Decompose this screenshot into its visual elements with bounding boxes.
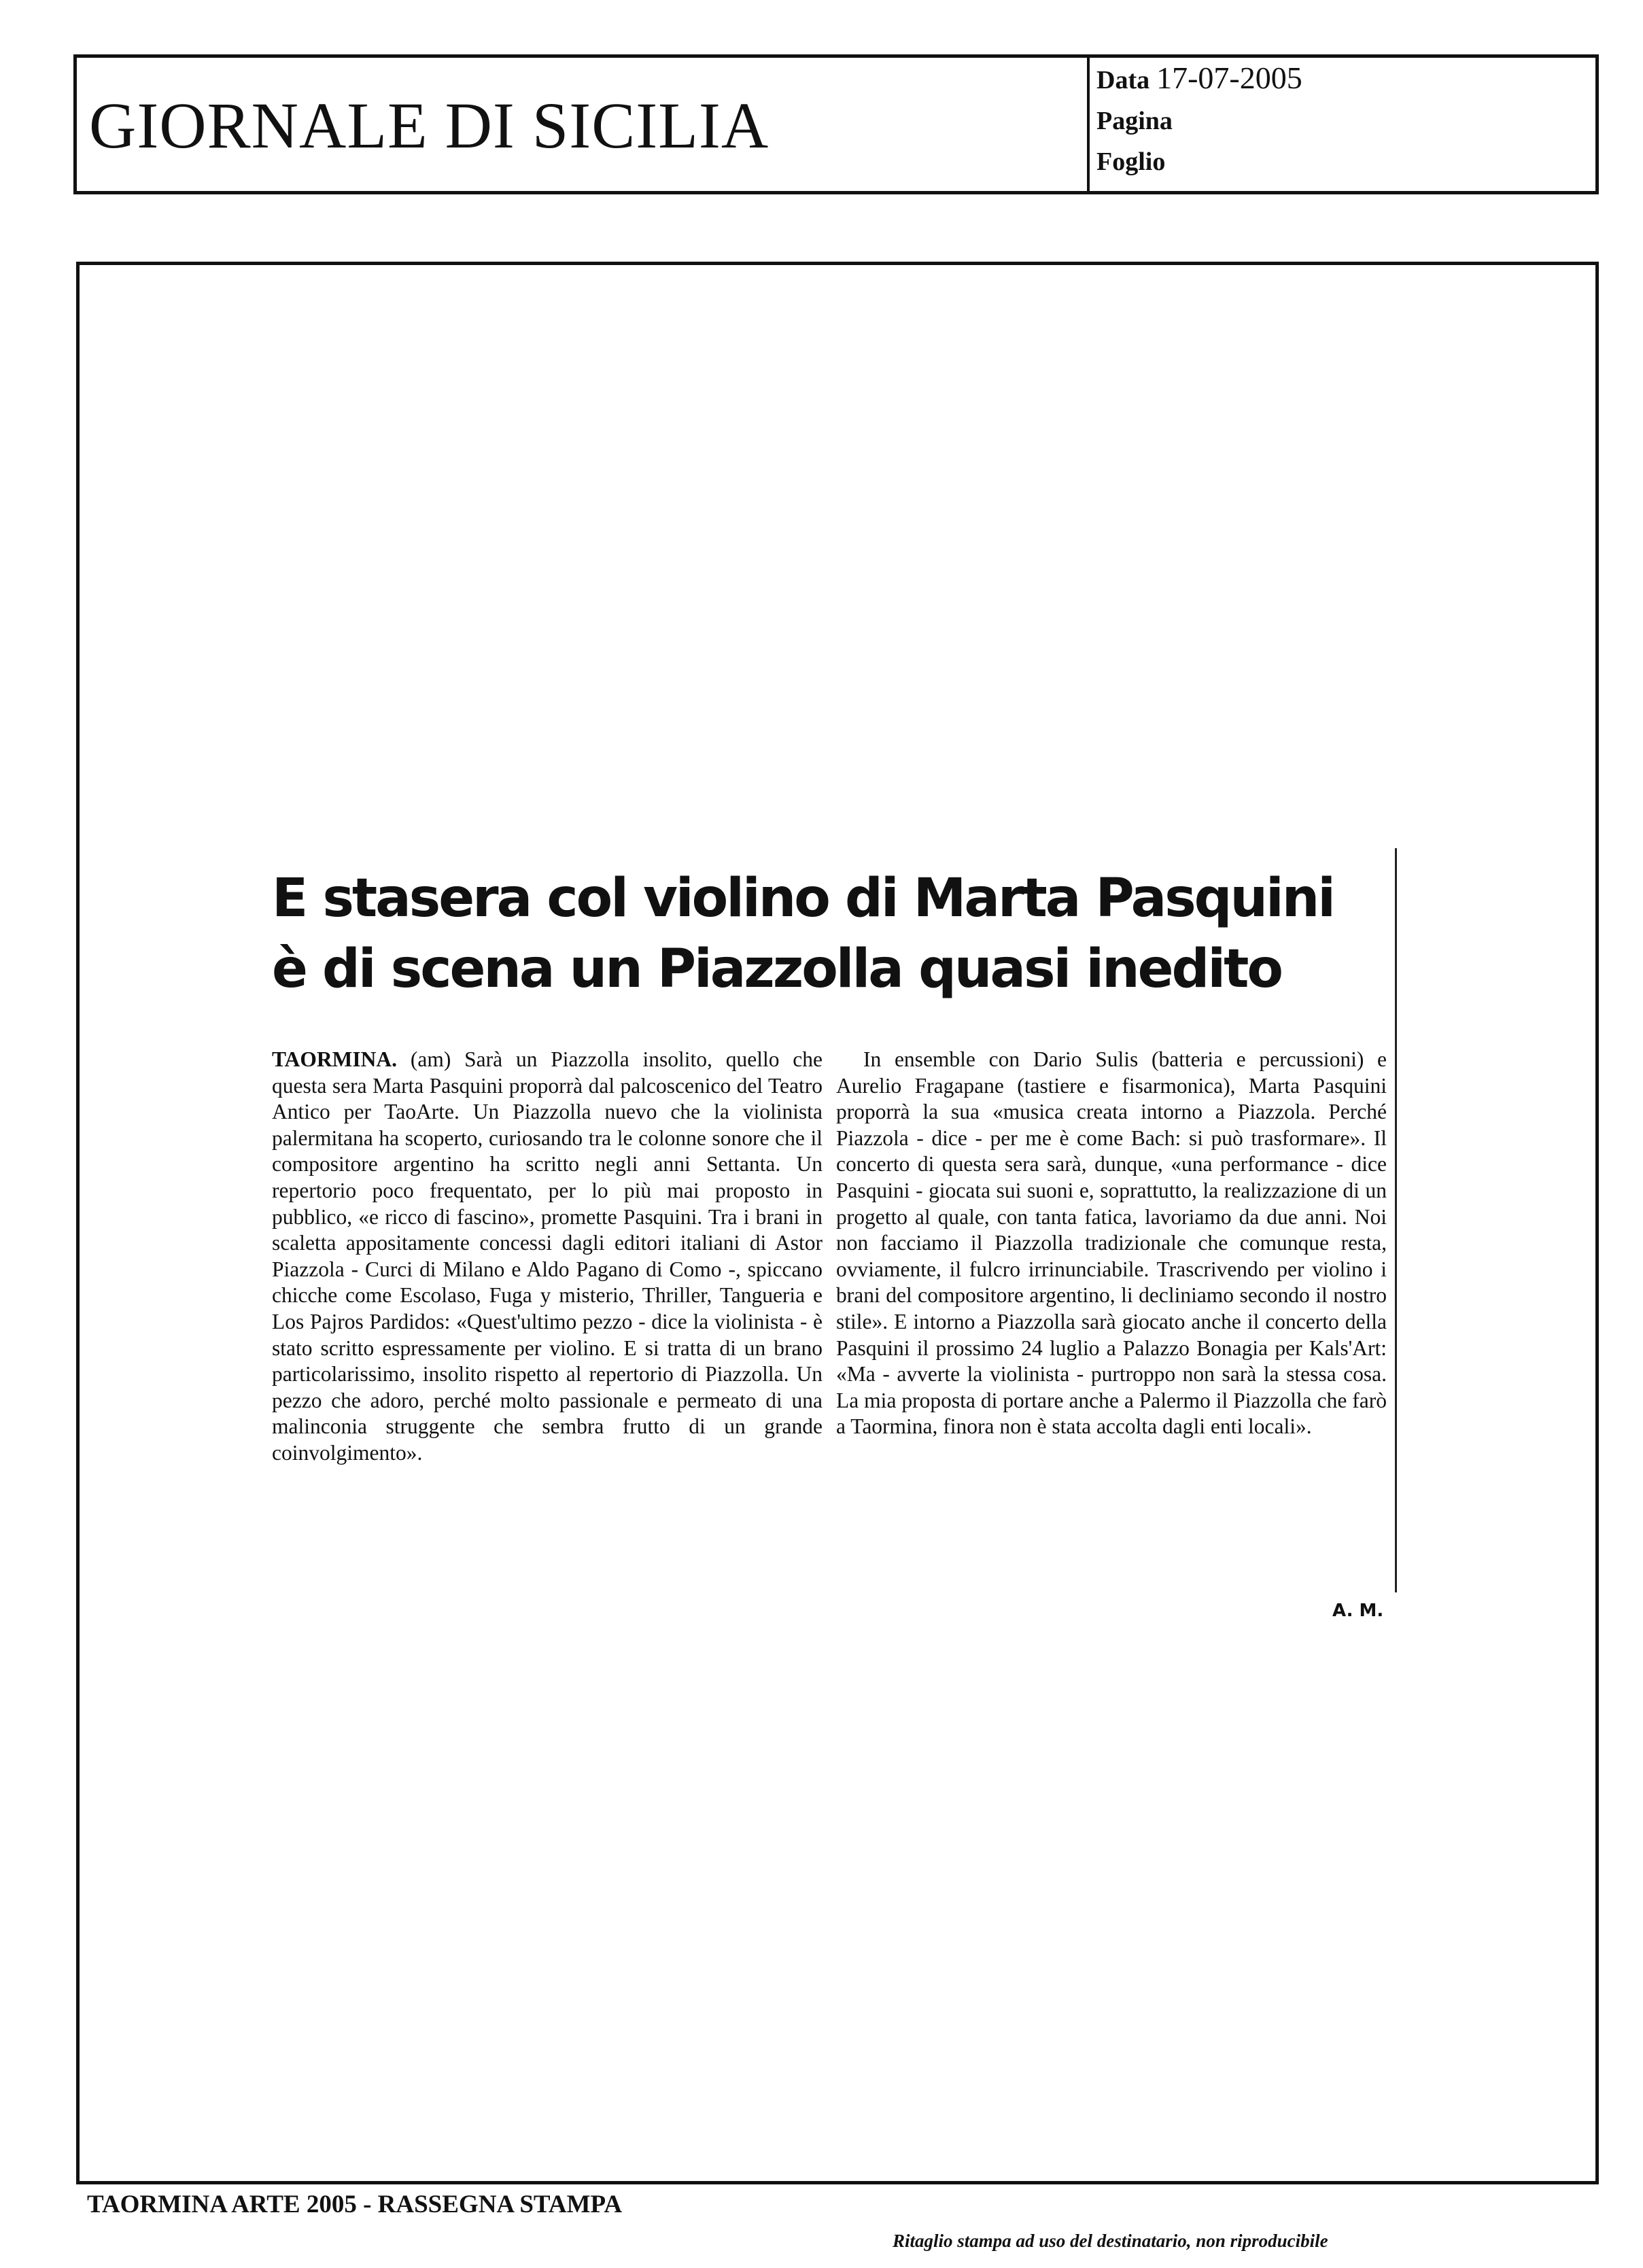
footer-copyright-note: Ritaglio stampa ad uso del destinatario, non riproducibile: [893, 2231, 1328, 2251]
dateline: TAORMINA.: [272, 1047, 398, 1071]
page-label: Pagina: [1096, 107, 1173, 135]
newspaper-name: GIORNALE DI SICILIA: [89, 89, 769, 162]
page-row: [1096, 103, 1302, 144]
article-column-left: [272, 1047, 823, 1467]
article-headline: [272, 863, 1394, 1005]
masthead-divider: [1087, 58, 1090, 191]
date-row: [1096, 60, 1302, 103]
headline-line-1: E stasera col violino di Marta Pasquini: [272, 868, 1334, 929]
footer-press-review: TAORMINA ARTE 2005 - RASSEGNA STAMPA: [87, 2191, 623, 2218]
author-signature: A. M.: [1332, 1601, 1384, 1621]
column-left-text: (am) Sarà un Piazzolla insolito, quello che questa sera Marta Pasquini proporrà dal palcoscenico del Teatro Antico per TaoArte. Un Piazzolla nuevo che la violinista palermitana ha scoperto, curiosando tra le colonne sonore che il compositore argentino ha scritto negli anni Settanta. Un repertorio poco frequentato, per lo più mai proposto in pubblico, «e ricco di fascino», promette Pasquini. Tra i brani in scaletta appositamente concessi dagli editori italiani di Astor Piazzola - Curci di Milano e Aldo Pagano di Como -, spiccano chicche come Escolaso, Fuga y misterio, Thriller, Tangueria e Los Pajros Pardidos: «Quest'ultimo pezzo - dice la violinista - è stato scritto espressamente per violino. E si tratta di un brano particolarissimo, insolito rispetto al repertorio di Piazzolla. Un pezzo che adoro, perché molto passionale e permeato di una malinconia struggente che sembra frutto di un grande coinvolgimento».: [272, 1047, 823, 1465]
column-rule: [1395, 848, 1397, 1592]
date-label: Data: [1096, 66, 1150, 94]
issue-info: [1096, 60, 1302, 185]
masthead-box: [73, 54, 1599, 194]
article-column-right: [836, 1047, 1387, 1440]
sheet-label: Foglio: [1096, 147, 1166, 176]
sheet-row: [1096, 144, 1302, 185]
column-right-text: In ensemble con Dario Sulis (batteria e percussioni) e Aurelio Fragapane (tastiere e fisarmonica), Marta Pasquini proporrà la sua «musica creata intorno a Piazzola. Perché Piazzola - dice - per me è come Bach: si può trasformare». Il concerto di questa sera sarà, dunque, «una performance - dice Pasquini - giocata sui suoni e, soprattutto, la realizzazione di un progetto al quale, con tanta fatica, lavoriamo da due anni. Noi non facciamo il Piazzolla tradizionale che comunque resta, ovviamente, il fulcro irrinunciabile. Trascrivendo per violino i brani del compositore argentino, li decliniamo secondo il nostro stile». E intorno a Piazzolla sarà giocato anche il concerto della Pasquini il prossimo 24 luglio a Palazzo Bonagia per Kals'Art: «Ma - avverte la violinista - purtroppo non sarà la stessa cosa. La mia proposta di portare anche a Palermo il Piazzolla che farò a Taormina, finora non è stata accolta dagli enti locali».: [836, 1047, 1387, 1439]
date-value: 17-07-2005: [1156, 60, 1302, 95]
headline-line-2: è di scena un Piazzolla quasi inedito: [272, 939, 1281, 1000]
